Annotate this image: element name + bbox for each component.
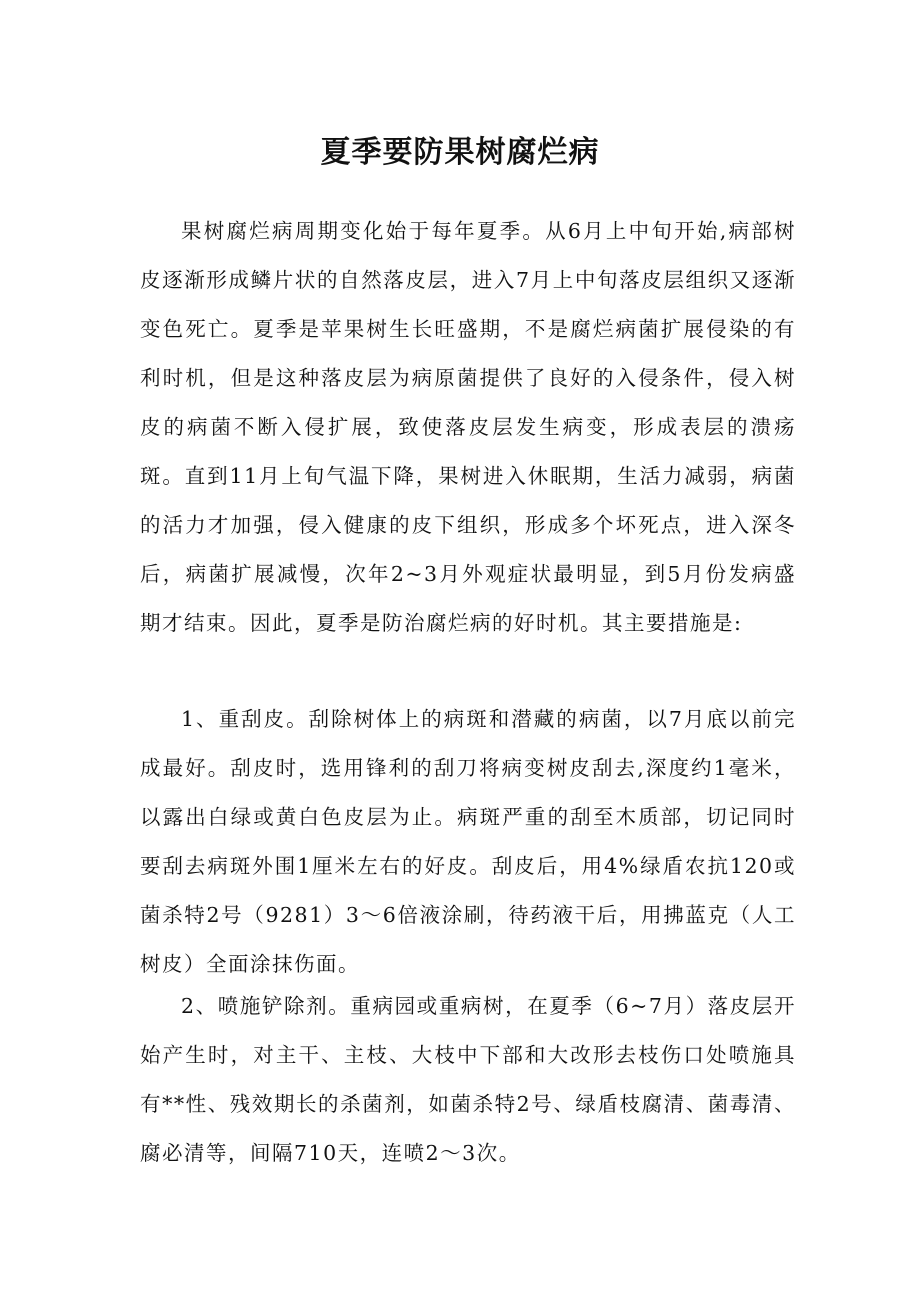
paragraph-measure-2: 2、喷施铲除剂。重病园或重病树，在夏季（6~7月）落皮层开始产生时，对主干、主枝、大枝中下部和大改形去枝伤口处喷施具有**性、残效期长的杀菌剂，如菌杀特2号、绿盾枝腐清、菌毒清、腐必清等，间隔710天，连喷2～3次。 — [140, 994, 796, 1165]
page-title: 夏季要防果树腐烂病 — [320, 135, 600, 170]
paragraph-measure-1: 1、重刮皮。刮除树体上的病斑和潜藏的病菌，以7月底以前完成最好。刮皮时，选用锋利的刮刀将病变树皮刮去,深度约1毫米，以露出白绿或黄白色皮层为止。病斑严重的刮至木质部，切记同时要刮去病斑外围1厘米左右的好皮。刮皮后，用4%绿盾农抗120或菌杀特2号（9281）3～6倍液涂刷，待药液干后，用拂蓝克（人工树皮）全面涂抹伤面。 — [140, 707, 796, 976]
paragraph-intro: 果树腐烂病周期变化始于每年夏季。从6月上中旬开始,病部树皮逐渐形成鳞片状的自然落皮层，进入7月上中旬落皮层组织又逐渐变色死亡。夏季是苹果树生长旺盛期，不是腐烂病菌扩展侵染的有利时机，但是这种落皮层为病原菌提供了良好的入侵条件，侵入树皮的病菌不断入侵扩展，致使落皮层发生病变，形成表层的溃疡斑。直到11月上旬气温下降，果树进入休眠期，生活力减弱，病菌的活力才加强，侵入健康的皮下组织，形成多个坏死点，进入深冬后，病菌扩展减慢，次年2~3月外观症状最明显，到5月份发病盛期才结束。因此，夏季是防治腐烂病的好时机。其主要措施是: — [140, 219, 796, 635]
